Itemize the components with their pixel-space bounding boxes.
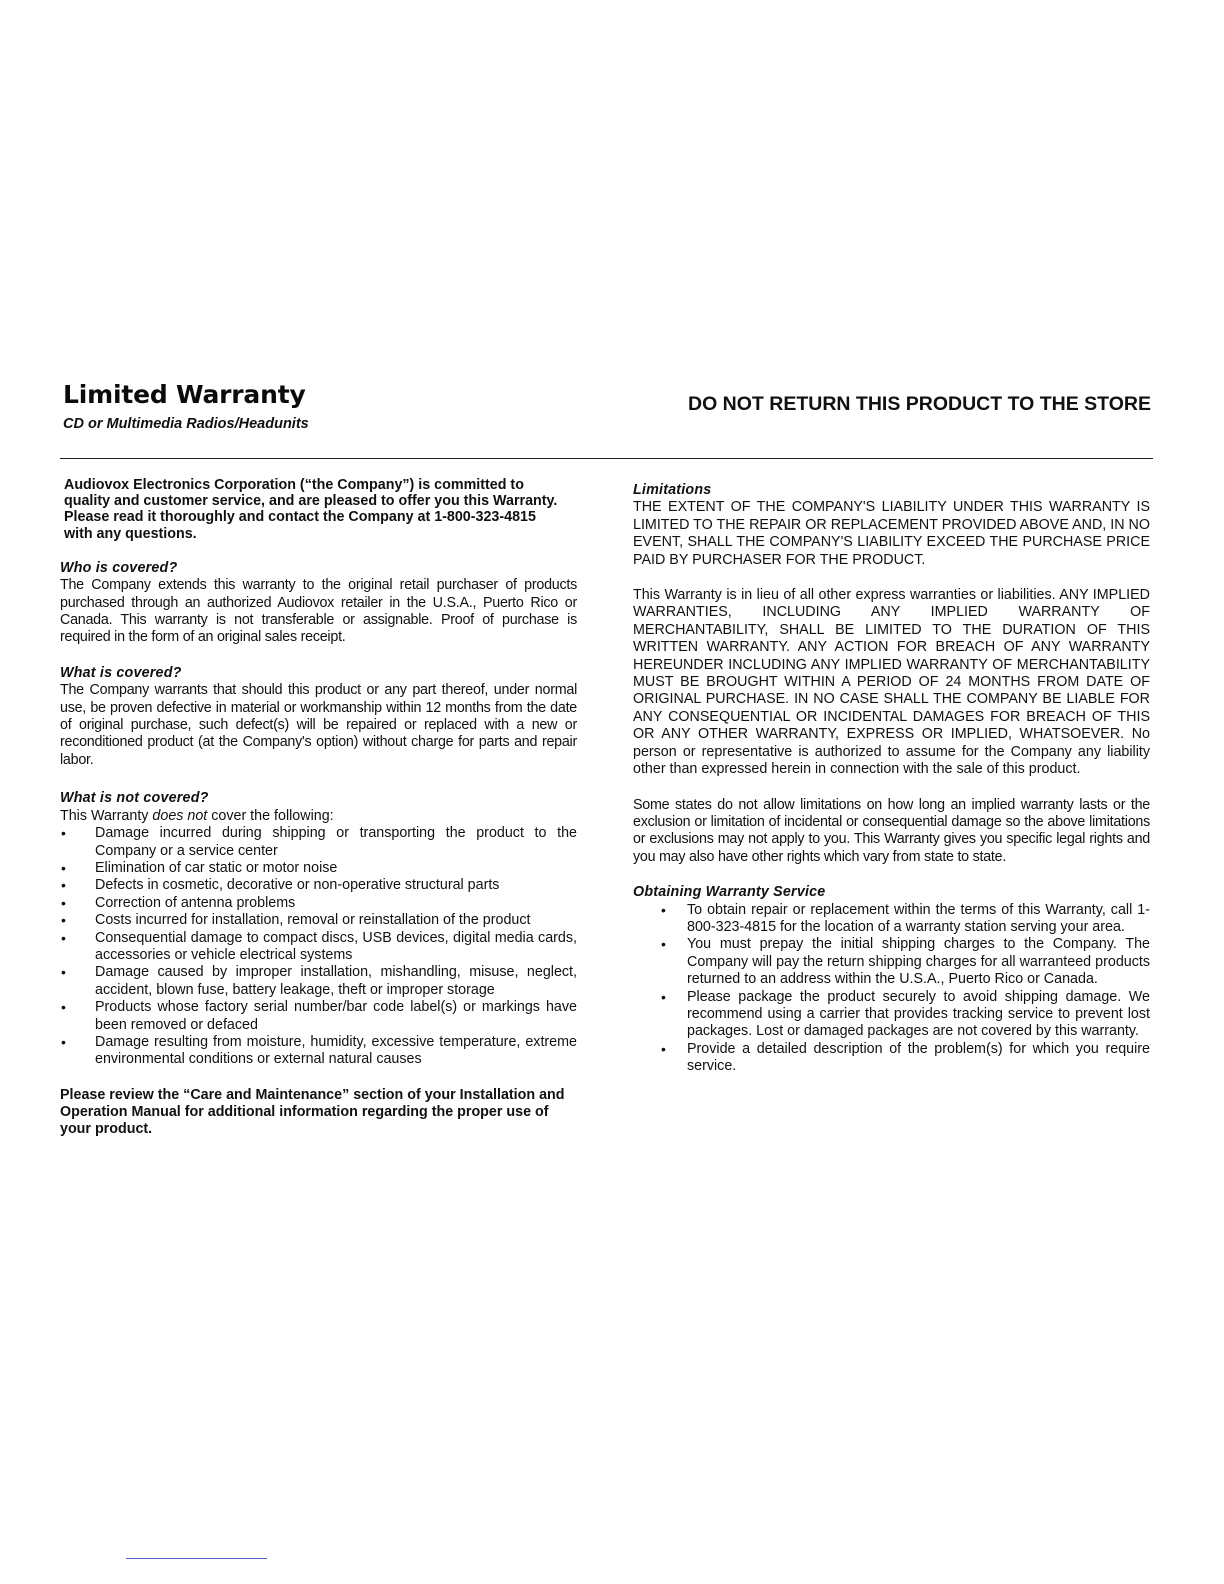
limitations-body: THE EXTENT OF THE COMPANY'S LIABILITY UNDER THIS WARRANTY IS LIMITED TO THE REPAIR OR REPLACEMENT PROVIDED ABOVE AND, IN NO EVENT, SHALL THE COMPANY'S LIABILITY EXCEED THE PURCHASE PRICE PAID BY PURCHASER FOR THE PRODUCT. <box>633 499 1150 568</box>
list-item: • Please package the product securely to avoid shipping damage. We recommend using a carrier that provides tracking service to prevent lost packages. Lost or damaged packages are not covered by this warranty. <box>633 989 1150 1041</box>
left-column <box>60 477 577 1138</box>
not-covered-intro: This Warranty does not cover the following: <box>60 807 334 824</box>
section-limitations <box>633 482 1150 866</box>
list-item: • You must prepay the initial shipping charges to the Company. The Company will pay the return shipping charges for all warranteed products returned to an address within the U.S.A., Puerto Rico or Canada. <box>633 936 1150 988</box>
header-divider <box>60 458 1153 459</box>
obtaining-service-list <box>633 902 1150 1076</box>
list-item: • Correction of antenna problems <box>60 895 577 912</box>
what-covered-heading: What is covered? <box>60 664 182 681</box>
list-item: • Costs incurred for installation, removal or reinstallation of the product <box>60 912 577 929</box>
section-obtaining-service <box>633 884 1150 1075</box>
list-item: • Damage resulting from moisture, humidity, excessive temperature, extreme environmental conditions or external natural causes <box>60 1034 577 1069</box>
state-rights-paragraph: Some states do not allow limitations on how long an implied warranty lasts or the exclusion or limitation of incidental or consequential damage so the above limitations or exclusions may not apply to you. This Warranty gives you specific legal rights and you may also have other rights which vary from state to state. <box>633 796 1150 865</box>
section-not-covered <box>60 790 577 1069</box>
section-who-covered <box>60 560 577 647</box>
limitations-heading: Limitations <box>633 482 712 498</box>
return-notice: DO NOT RETURN THIS PRODUCT TO THE STORE <box>688 393 1151 415</box>
not-covered-heading: What is not covered? <box>60 790 209 807</box>
list-item: • Damage incurred during shipping or transporting the product to the Company or a service center <box>60 825 577 860</box>
what-covered-body: The Company warrants that should this product or any part thereof, under normal use, be proven defective in material or workmanship within 12 months from the date of original purchase, such defect(s) will be repaired or replaced with a new or reconditioned product (at the Company's option) without charge for parts and repair labor. <box>60 682 577 768</box>
right-column <box>633 482 1150 1076</box>
page-subtitle: CD or Multimedia Radios/Headunits <box>63 416 309 432</box>
list-item: • Damage caused by improper installation, mishandling, misuse, neglect, accident, blown fuse, battery leakage, theft or improper storage <box>60 964 577 999</box>
intro-paragraph: Audiovox Electronics Corporation (“the Company”) is committed to quality and customer service, and are pleased to offer you this Warranty. Please read it thoroughly and contact the Company at 1-800-323-4815 with any questions. <box>64 477 558 542</box>
closing-note: Please review the “Care and Maintenance” section of your Installation and Operation Manual for additional information regarding the proper use of your product. <box>60 1086 565 1137</box>
list-item: • Defects in cosmetic, decorative or non-operative structural parts <box>60 877 577 894</box>
list-item: • Products whose factory serial number/bar code label(s) or markings have been removed or defaced <box>60 999 577 1034</box>
who-covered-heading: Who is covered? <box>60 559 178 576</box>
not-covered-list <box>60 825 577 1069</box>
obtaining-service-heading: Obtaining Warranty Service <box>633 884 826 901</box>
list-item: • Provide a detailed description of the problem(s) for which you require service. <box>633 1041 1150 1076</box>
list-item: • To obtain repair or replacement within the terms of this Warranty, call 1-800-323-4815 for the location of a warranty station serving your area. <box>633 902 1150 937</box>
implied-warranties-paragraph: This Warranty is in lieu of all other express warranties or liabilities. ANY IMPLIED WARRANTIES, INCLUDING ANY IMPLIED WARRANTY OF MERCHANTABILITY, SHALL BE LIMITED TO THE DURATION OF THIS WRITTEN WARRANTY. ANY ACTION FOR BREACH OF ANY WARRANTY HEREUNDER INCLUDING ANY IMPLIED WARRANTY OF MERCHANTABILITY MUST BE BROUGHT WITHIN A PERIOD OF 24 MONTHS FROM DATE OF ORIGINAL PURCHASE. IN NO CASE SHALL THE COMPANY BE LIABLE FOR ANY CONSEQUENTIAL OR INCIDENTAL DAMAGES FOR BREACH OF THIS OR ANY OTHER WARRANTY, EXPRESS OR IMPLIED, WHATSOEVER. No person or representative is authorized to assume for the Company any liability other than expressed herein in connection with the sale of this product. <box>633 587 1150 778</box>
page-title: Limited Warranty <box>63 380 306 409</box>
does-not-emphasis: does not <box>152 807 208 824</box>
section-what-covered <box>60 665 577 769</box>
list-item: • Consequential damage to compact discs, USB devices, digital media cards, accessories or vehicle electrical systems <box>60 930 577 965</box>
list-item: • Elimination of car static or motor noise <box>60 860 577 877</box>
who-covered-body: The Company extends this warranty to the original retail purchaser of products purchased through an authorized Audiovox retailer in the U.S.A., Puerto Rico or Canada. This warranty is not transferable or assignable. Proof of purchase is required in the form of an original sales receipt. <box>60 577 577 646</box>
footer-line <box>126 1558 267 1559</box>
